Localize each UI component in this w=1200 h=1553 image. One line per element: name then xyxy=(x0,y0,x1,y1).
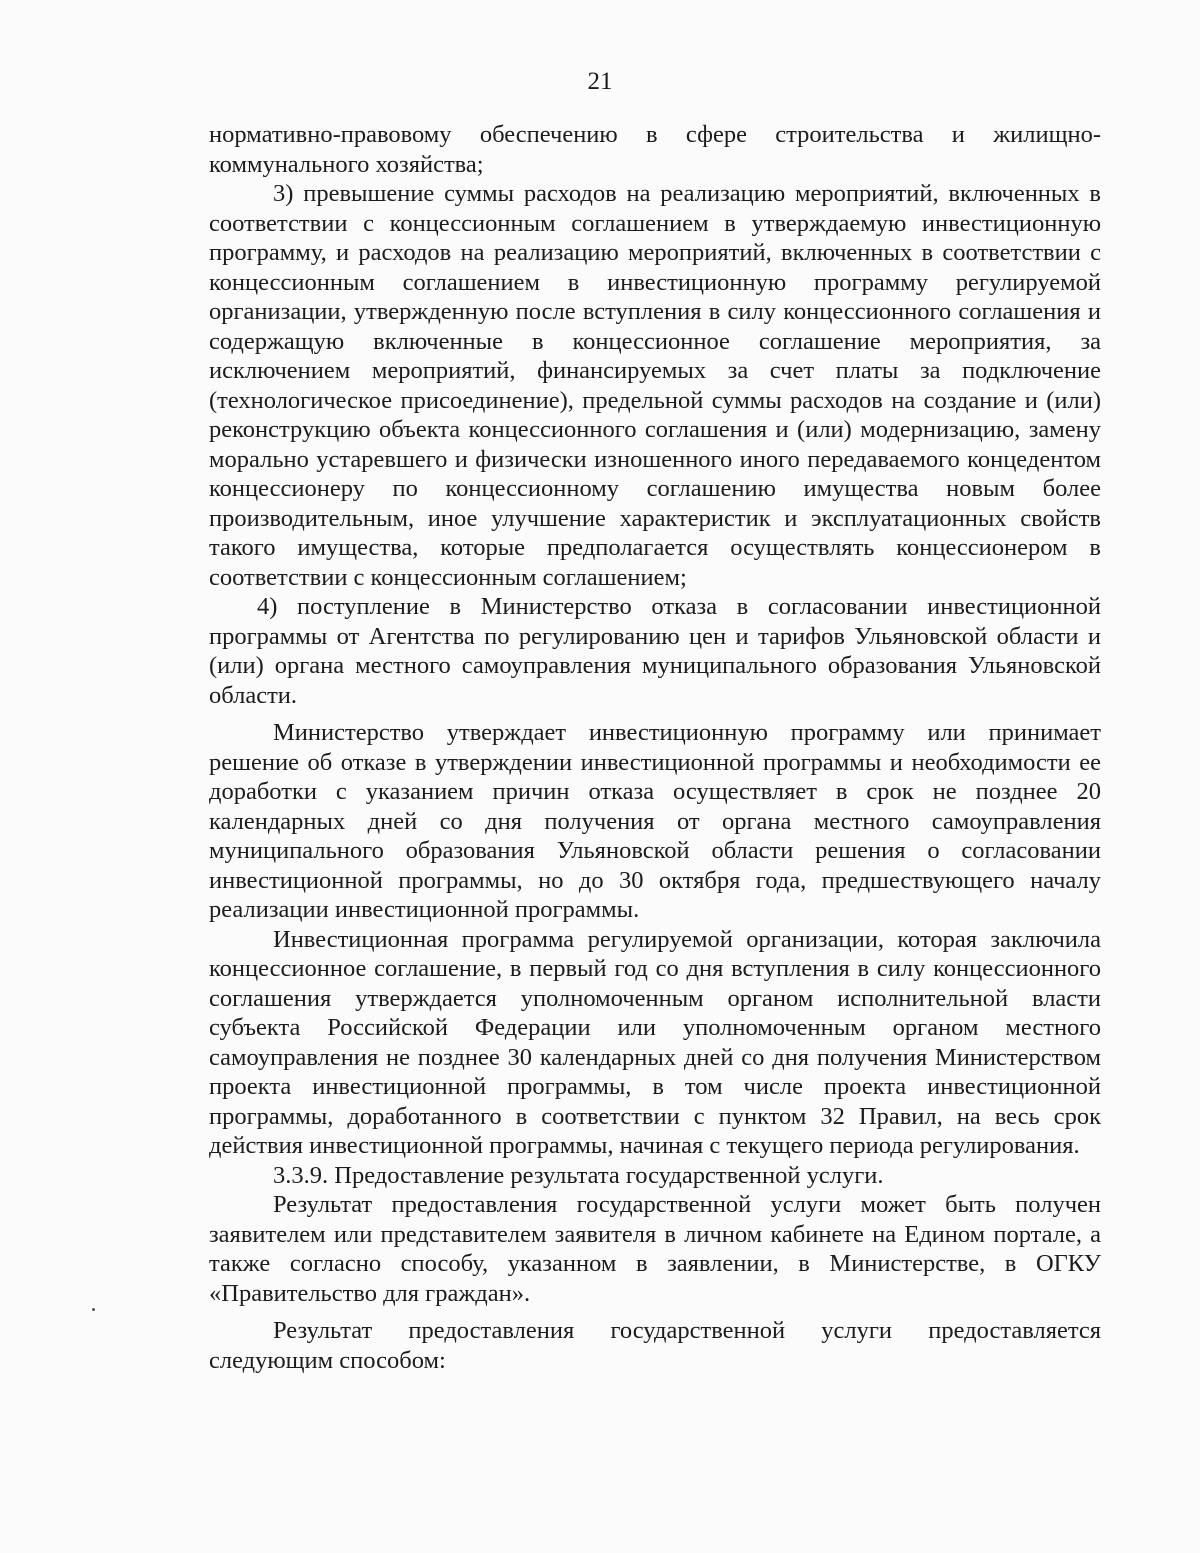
scan-speck xyxy=(92,1308,95,1311)
page-number: 21 xyxy=(587,68,613,95)
paragraph-result-method: Результат предоставления государственной услуги предоставляется следующим способом: xyxy=(209,1317,1101,1374)
paragraph-continuation: нормативно-правовому обеспечению в сфере строительства и жилищно-коммунального хозяйства; xyxy=(209,121,1101,178)
paragraph-item-3: 3) превышение суммы расходов на реализацию мероприятий, включенных в соответствии с концессионным соглашением в утверждаемую инвестиционную программу, и расходов на реализацию мероприятий, включенных в соответствии с концессионным соглашением в инвестиционную программу регулируемой организации, утвержденную после вступления в силу концессионного соглашения и содержащую включенные в концессионное соглашение мероприятия, за исключением мероприятий, финансируемых за счет платы за подключение (технологическое присоединение), предельной суммы расходов на создание и (или) реконструкцию объекта концессионного соглашения и (или) модернизацию, замену морально устаревшего и физически изношенного иного передаваемого концедентом концессионеру по концессионному соглашению имущества новым более производительным, иное улучшение характеристик и эксплуатационных свойств такого имущества, которые предполагается осуществлять концессионером в соответствии с концессионным соглашением; xyxy=(209,180,1101,591)
paragraph-result-receipt: Результат предоставления государственной услуги может быть получен заявителем или представителем заявителя в личном кабинете на Едином портале, а также согласно способу, указанном в заявлении, в Министерстве, в ОГКУ «Правительство для граждан». xyxy=(209,1191,1101,1307)
section-heading-3-3-9: 3.3.9. Предоставление результата государственной услуги. xyxy=(273,1161,884,1189)
paragraph-concession-program: Инвестиционная программа регулируемой организации, которая заключила концессионное соглашение, в первый год со дня вступления в силу концессионного соглашения утверждается уполномоченным органом исполнительной власти субъекта Российской Федерации или уполномоченным органом местного самоуправления не позднее 30 календарных дней со дня получения Министерством проекта инвестиционной программы, в том числе проекта инвестиционной программы, доработанного в соответствии с пунктом 32 Правил, на весь срок действия инвестиционной программы, начиная с текущего периода регулирования. xyxy=(209,925,1101,1159)
paragraph-item-4: 4) поступление в Министерство отказа в согласовании инвестиционной программы от Агентства по регулированию цен и тарифов Ульяновской области и (или) органа местного самоуправления муниципального образования Ульяновской области. xyxy=(209,593,1101,709)
paragraph-ministry-approval: Министерство утверждает инвестиционную программу или принимает решение об отказе в утверждении инвестиционной программы и необходимости ее доработки с указанием причин отказа осуществляет в срок не позднее 20 календарных дней со дня получения от органа местного самоуправления муниципального образования Ульяновской области решения о согласовании инвестиционной программы, но до 30 октября года, предшествующего началу реализации инвестиционной программы. xyxy=(209,719,1101,923)
document-body xyxy=(209,120,1101,1375)
